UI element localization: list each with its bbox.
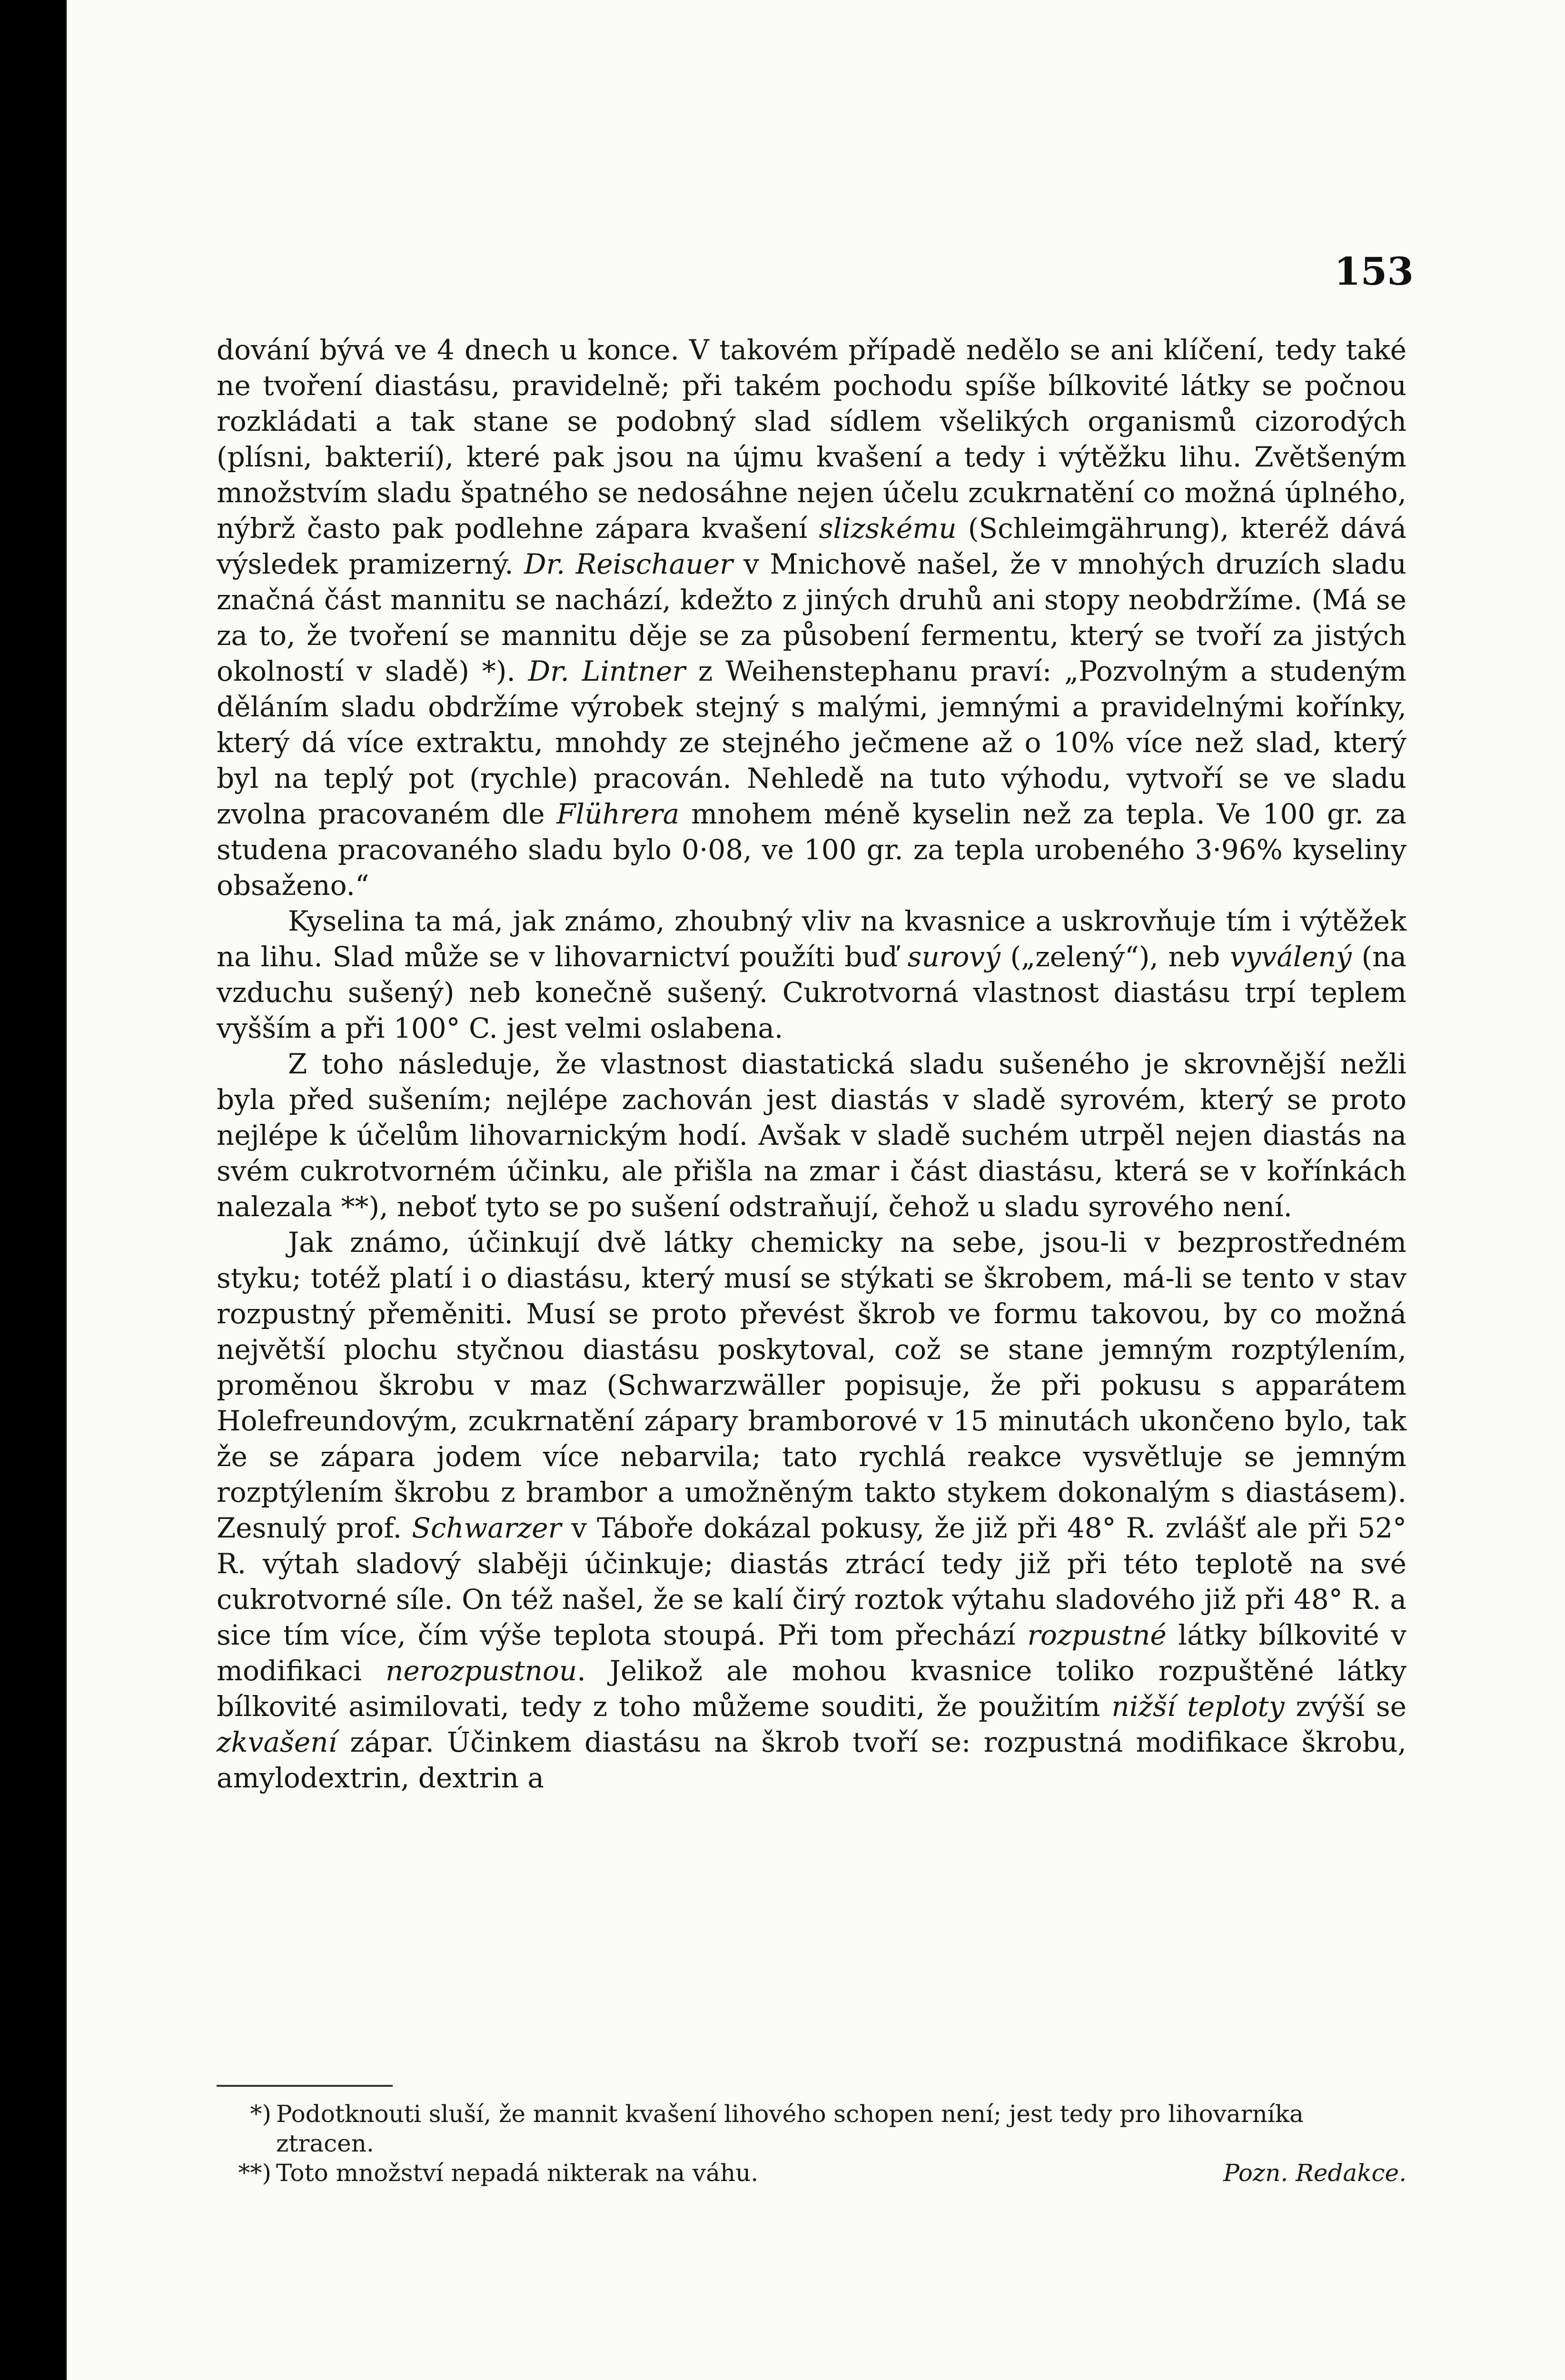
page-number: 153 <box>1334 249 1414 294</box>
paragraph-4 <box>217 1225 1407 1796</box>
italic-term: slizskému <box>819 512 957 545</box>
text-segment: zápar. Účinkem diastásu na škrob tvoří se: rozpustná modifikace škrobu, amylodextrin, dextrin a <box>217 1726 1407 1794</box>
author-name: Flührera <box>556 798 680 830</box>
main-text <box>217 332 1407 1796</box>
footnote-1 <box>217 2099 1407 2158</box>
footnote-mark: **) <box>238 2159 271 2187</box>
text-segment: . Jelikož ale mohou kvasnice toliko rozpuštěné látky bílkovité asimilovati, tedy z toho můžeme souditi, že použitím <box>217 1655 1407 1723</box>
text-segment: Jak známo, účinkují dvě látky chemicky na sebe, jsou-li v bezprostředném styku; totéž platí i o diastásu, který musí se stýkati se škrobem, má-li se tento v stav rozpustný přeměniti. Musí se proto převést škrob ve formu takovou, by co možná největší plochu styčnou diastásu poskytoval, což se stane jemným rozptýlením, proměnou škrobu v maz (Schwarzwäller popisuje, že při pokusu s apparátem Holefreundovým, zcukrnatění zápary bramborové v 15 minutách ukončeno bylo, tak že se zápara jodem více nebarvila; tato rychlá reakce vysvětluje se jemným rozptýlením škrobu z brambor a umožněným takto stykem dokonalým s diastásem). Zesnulý prof. <box>217 1226 1407 1544</box>
footnotes <box>217 2099 1407 2188</box>
author-name: Dr. Reischauer <box>524 548 733 580</box>
author-name: Dr. Lintner <box>528 655 685 687</box>
paragraph-1 <box>217 332 1407 903</box>
text-segment: látky bílkovité v modifikaci <box>217 1619 1407 1687</box>
footnote-mark: *) <box>250 2100 271 2128</box>
italic-term: nižší teploty <box>1111 1690 1285 1723</box>
editor-signature: Pozn. Redakce. <box>1223 2159 1407 2187</box>
italic-term: surový <box>907 941 1000 973</box>
text-segment: (na vzduchu sušený) neb konečně sušený. Cukrotvorná vlastnost diastásu trpí teplem vyšším a při 100° C. jest velmi oslabena. <box>217 941 1407 1044</box>
footnote-2 <box>217 2158 1407 2188</box>
text-segment: („zelený“), neb <box>1000 941 1230 973</box>
text-segment: dování bývá ve 4 dnech u konce. V takovém případě nedělo se ani klíčení, tedy také ne tvoření diastásu, pravidelně; při takém pochodu spíše bílkovité látky se počnou rozkládati a tak stane se podobný slad sídlem všelikých organismů cizorodých (plísni, bakterií), které pak jsou na újmu kvašení a tedy i výtěžku lihu. Zvětšeným množstvím sladu špatného se nedosáhne nejen účelu zcukrnatění co možná úplného, nýbrž často pak podlehne zápara kvašení <box>217 334 1407 545</box>
footnote-text: Toto množství nepadá nikterak na váhu. <box>276 2159 759 2187</box>
footnote-text: Podotknouti sluší, že mannit kvašení lihového schopen není; jest tedy pro lihovarníka ztracen. <box>276 2100 1304 2157</box>
italic-term: nerozpustnou <box>386 1655 577 1687</box>
book-page <box>67 0 1565 2380</box>
text-segment: v Mnichově našel, že v mnohých druzích sladu značná část mannitu se nachází, kdežto z jiných druhů ani stopy neobdržíme. (Má se za to, že tvoření se mannitu děje se za působení fermentu, který se tvoří za jistých okolností v sladě) *). <box>217 548 1407 687</box>
italic-term: vyválený <box>1229 941 1352 973</box>
footnote-divider <box>217 2085 393 2087</box>
paragraph-2 <box>217 903 1407 1046</box>
text-segment: Z toho následuje, že vlastnost diastatická sladu sušeného je skrovnější nežli byla před sušením; nejlépe zachován jest diastás v sladě syrovém, který se proto nejlépe k účelům lihovarnickým hodí. Avšak v sladě suchém utrpěl nejen diastás na svém cukrotvorném účinku, ale přišla na zmar i část diastásu, která se v kořínkách nalezala **), neboť tyto se po sušení odstraňují, čehož u sladu syrového není. <box>217 1048 1407 1223</box>
text-segment: Kyselina ta má, jak známo, zhoubný vliv na kvasnice a uskrovňuje tím i výtěžek na lihu. Slad může se v lihovarnictví použíti buď <box>217 905 1407 973</box>
text-segment: zvýší se <box>1284 1690 1407 1723</box>
italic-term: zkvašení <box>217 1726 337 1758</box>
text-segment: v Táboře dokázal pokusy, že již při 48° R. zvlášť ale při 52° R. výtah sladový slaběji účinkuje; diastás ztrácí tedy již při této teplotě na své cukrotvorné síle. On též našel, že se kalí čirý roztok výtahu sladového již při 48° R. a sice tím více, čím výše teplota stoupá. Při tom přechází <box>217 1512 1407 1651</box>
author-name: Schwarzer <box>412 1512 562 1544</box>
italic-term: rozpustné <box>1027 1619 1167 1651</box>
text-segment: mnohem méně kyselin než za tepla. Ve 100 gr. za studena pracovaného sladu bylo 0·08, ve 100 gr. za tepla urobeného 3·96% kyseliny obsaženo.“ <box>217 798 1407 902</box>
text-segment: z Weihenstephanu praví: „Pozvolným a studeným děláním sladu obdržíme výrobek stejný s malými, jemnými a pravidelnými kořínky, který dá více extraktu, mnohdy ze stejného ječmene až o 10% více než slad, který byl na teplý pot (rychle) pracován. Nehledě na tuto výhodu, vytvoří se ve sladu zvolna pracovaném dle <box>217 655 1407 830</box>
paragraph-3 <box>217 1046 1407 1225</box>
text-segment: (Schleimgährung), kteréž dává výsledek pramizerný. <box>217 512 1407 580</box>
